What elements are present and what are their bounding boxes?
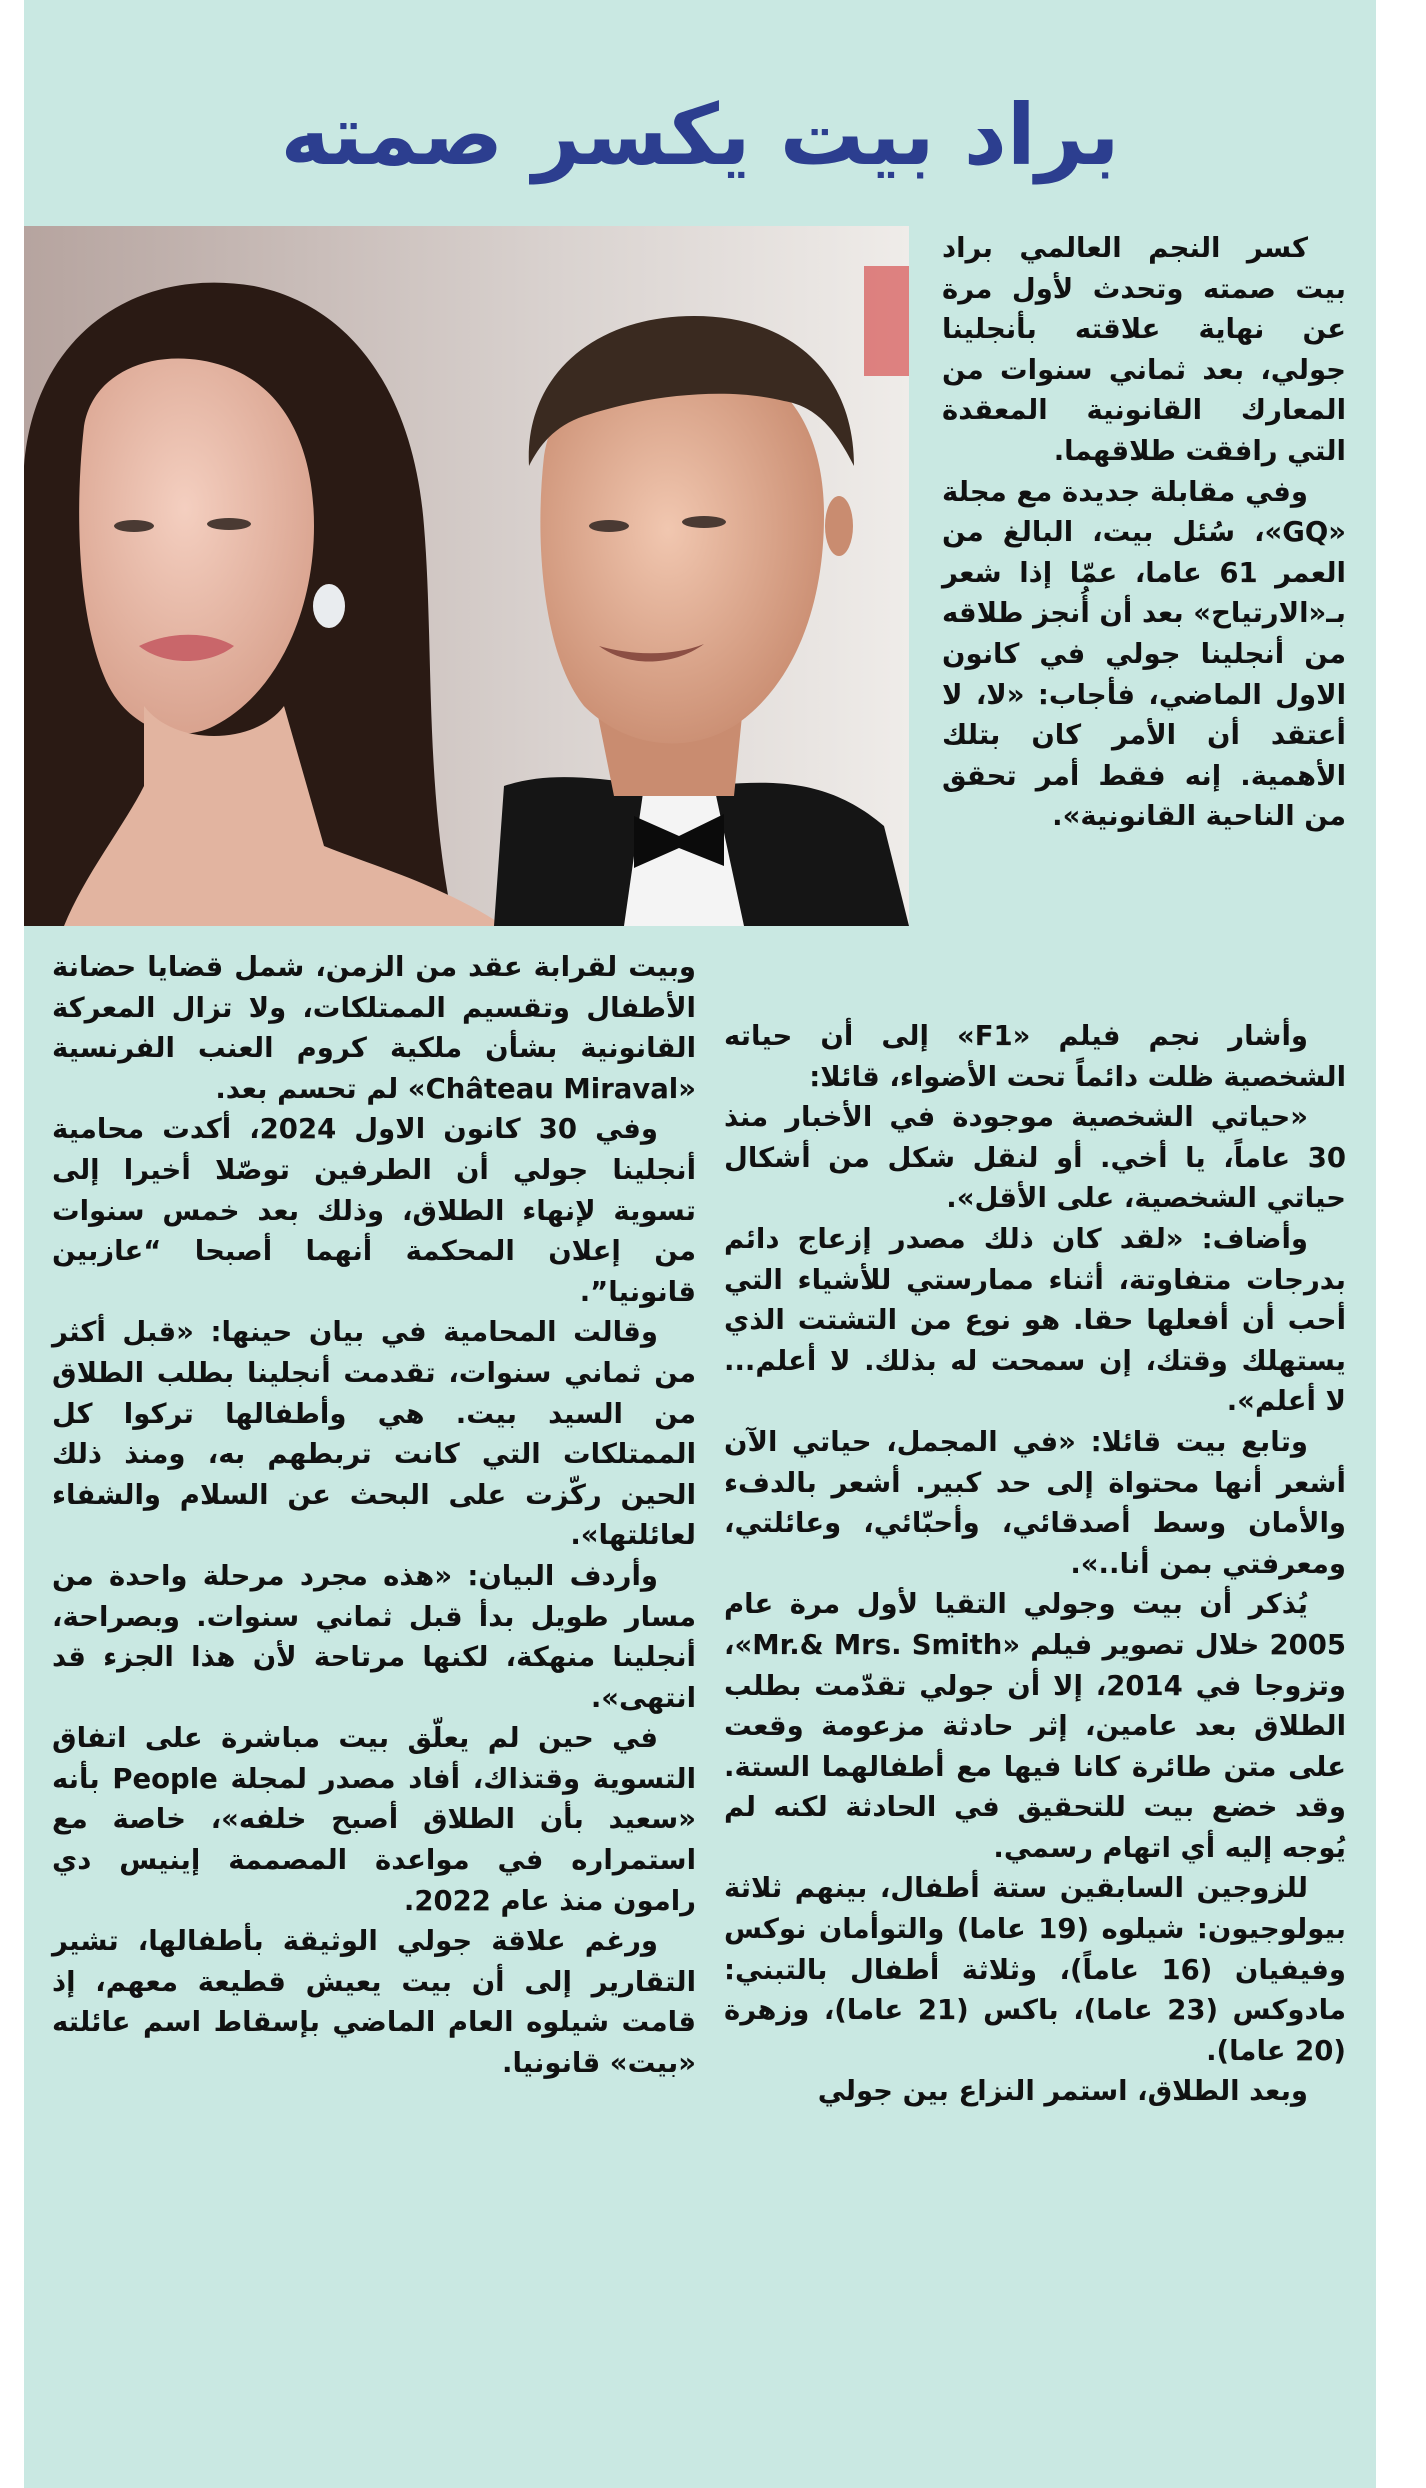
paragraph: يُذكر أن بيت وجولي التقيا لأول مرة عام 2005 خلال تصوير فيلم «Mr.& Mrs. Smith»، وتزوجا في 2014، إلا أن جولي تقدّمت بطلب الطلاق بعد عامين، إثر حادثة مزعومة وقعت على متن طائرة كانا فيها مع أطفالهما الستة. وقد خضع بيت للتحقيق في الحادثة لكنه لم يُوجه إليه أي اتهام رسمي. bbox=[724, 1588, 1347, 1864]
paragraph: في حين لم يعلّق بيت مباشرة على اتفاق التسوية وقتذاك، أفاد مصدر لمجلة People بأنه «سعيد بأن الطلاق أصبح خلفه»، خاصة مع استمراره في مواعدة المصممة إينيس دي رامون منذ عام 2022. bbox=[52, 1722, 696, 1917]
paragraph: وتابع بيت قائلا: «في المجمل، حياتي الآن أشعر أنها محتواة إلى حد كبير. أشعر بالدفء والأمان وسط أصدقائي، وأحبّائي، وعائلتي، ومعرفتي بمن أنا..». bbox=[724, 1425, 1346, 1580]
article-photo bbox=[24, 226, 909, 926]
article-title: براد بيت يكسر صمته bbox=[280, 86, 1120, 184]
photo-brad-pitt-angelina-jolie bbox=[24, 226, 909, 926]
paragraph: وأضاف: «لقد كان ذلك مصدر إزعاج دائم بدرجات متفاوتة، أثناء ممارستي للأشياء التي أحب أن أفعلها حقا. هو نوع من التشتت الذي يستهلك وقتك، إن سمحت له بذلك. لا أعلم... لا أعلم». bbox=[724, 1222, 1346, 1418]
paragraph: للزوجين السابقين ستة أطفال، بينهم ثلاثة بيولوجيون: شيلوه (19 عاما) والتوأمان نوكس وفيفيان (16 عاماً)، وثلاثة أطفال بالتبني: مادوكس (23 عاما)، باكس (21 عاما)، وزهرة (20 عاما). bbox=[724, 1872, 1346, 2067]
paragraph: كسر النجم العالمي براد بيت صمته وتحدث لأول مرة عن نهاية علاقته بأنجلينا جولي، بعد ثماني سنوات من المعارك القانونية المعقدة التي رافقت طلاقهما. bbox=[942, 232, 1346, 467]
magazine-page bbox=[24, 0, 1376, 2488]
paragraph: وقالت المحامية في بيان حينها: «قبل أكثر من ثماني سنوات، تقدمت أنجلينا بطلب الطلاق من السيد بيت. هي وأطفالها تركوا كل الممتلكات التي كانت تربطهم به، ومنذ ذلك الحين ركّزت على البحث عن السلام والشفاء لعائلتها». bbox=[52, 1316, 696, 1552]
paragraph: وأردف البيان: «هذه مجرد مرحلة واحدة من مسار طويل بدأ قبل ثماني سنوات. وبصراحة، أنجلينا منهكة، لكنها مرتاحة لأن هذا الجزء قد انتهى». bbox=[52, 1559, 696, 1714]
column-right bbox=[724, 1016, 1346, 2456]
paragraph: وبعد الطلاق، استمر النزاع بين جولي bbox=[817, 2075, 1308, 2108]
paragraph: وفي مقابلة جديدة مع مجلة «GQ»، سُئل بيت، البالغ من العمر 61 عاما، عمّا إذا شعر بـ«الارتياح» بعد أن أُنجز طلاقه من أنجلينا جولي في كانون الاول الماضي، فأجاب: «لا، لا أعتقد أن الأمر كان بتلك الأهمية. إنه فقط أمر تحقق من الناحية القانونية». bbox=[942, 475, 1346, 833]
paragraph: ورغم علاقة جولي الوثيقة بأطفالها، تشير التقارير إلى أن بيت يعيش قطيعة معهم، إذ قامت شيلوه العام الماضي بإسقاط اسم عائلته «بيت» قانونيا. bbox=[52, 1925, 696, 2080]
column-left bbox=[52, 947, 696, 2447]
paragraph: «حياتي الشخصية موجودة في الأخبار منذ 30 عاماً، يا أخي. أو لنقل شكل من أشكال حياتي الشخصية، على الأقل». bbox=[724, 1101, 1346, 1215]
column-top-right bbox=[942, 228, 1346, 1018]
paragraph: وفي 30 كانون الاول 2024، أكدت محامية أنجلينا جولي أن الطرفين توصّلا أخيرا إلى تسوية لإنهاء الطلاق، وذلك بعد خمس سنوات من إعلان المحكمة أنهما أصبحا “عازبين قانونيا”. bbox=[52, 1113, 696, 1308]
paragraph: وأشار نجم فيلم «F1» إلى أن حياته الشخصية ظلت دائماً تحت الأضواء، قائلا: bbox=[724, 1020, 1346, 1093]
paragraph: وبيت لقرابة عقد من الزمن، شمل قضايا حضانة الأطفال وتقسيم الممتلكات، ولا تزال المعركة القانونية بشأن ملكية كروم العنب الفرنسية «Château Miraval» لم تحسم بعد. bbox=[52, 951, 696, 1105]
